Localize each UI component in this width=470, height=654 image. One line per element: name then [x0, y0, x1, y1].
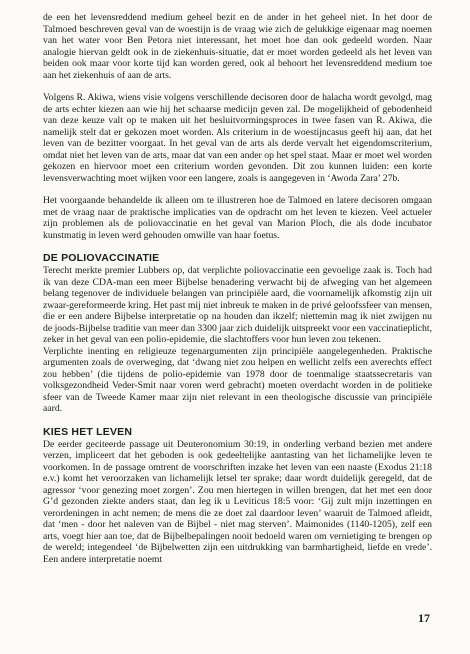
polio-paragraph-2: Verplichte inenting en religieuze tegenargumenten zijn principiële aangelegenheden. Praktische argumenten zoals de overweging, dat ‘dwang niet zou helpen en wellicht zelfs een averechts effect zou hebben’ (die tijdens de polio-epidemie van 1978 door de toenmalige staatssecretaris van volksgezondheid Veder-Smit naar voren werd gebracht) moeten overdacht worden in de politieke sfeer van de Tweede Kamer maar zijn niet relevant in een theologische discussie van principiële aard. — [43, 345, 432, 414]
polio-paragraph-1: Terecht merkte premier Lubbers op, dat verplichte poliovaccinatie een gevoelige zaak is. Toch had ik van deze CDA-man een meer Bijbelse benadering verwacht bij de afweging van het algemeen belang tegenover de individuele belangen van principiële aard, die voornamelijk afkomstig zijn uit zwaar-gereformeerde kring. Het past mij niet inbreuk te maken in de privé geloofssfeer van mensen, die er een andere Bijbelse interpretatie op na houden dan ikzelf; niettemin mag ik niet zwijgen nu de joods-Bijbelse traditie van meer dan 3300 jaar zich duidelijk uitspreekt voor een vaccinatieplicht, zeker in het geval van een polio-epidemie, die slachtoffers voor hun leven zou tekenen. — [43, 265, 432, 345]
intro-paragraph-3: Het voorgaande behandelde ik alleen om te illustreren hoe de Talmoed en latere decisoren omgaan met de vraag naar de praktische implicaties van de opdracht om het leven te kiezen. Veel actueler zijn problemen als de poliovaccinatie en het geval van Marion Ploch, die als dode incubator kunstmatig in leven werd gehouden omwille van haar foetus. — [43, 195, 432, 241]
section-heading-polio: DE POLIOVACCINATIE — [43, 252, 160, 264]
intro-paragraph-2: Volgens R. Akiwa, wiens visie volgens verschillende decisoren door de halacha wordt gevolgd, mag de arts echter kiezen aan wie hij het schaarse medicijn geven zal. De mogelijkheid of gebodenheid van deze keuze valt op te maken uit het besluitvormingsproces in twee fasen van R. Akiwa, die namelijk stelt dat er gekozen moet worden. Als criterium in de woestijncasus geeft hij aan, dat het leven van de bezitter voorgaat. In het geval van de arts als derde vervalt het eigendomscriterium, omdat niet het leven van de arts, maar dat van een ander op het spel staat. Maar er moet wel worden gekozen en hiervoor moet een criterium worden gevonden. Dit zou kunnen luiden: een korte levensverwachting moet wijken voor een langere, zoals is aangegeven in ‘Awoda Zara’ 27b. — [43, 92, 432, 184]
section-poliovaccinatie — [43, 252, 432, 415]
section-heading-leven: KIES HET LEVEN — [43, 425, 133, 438]
intro-paragraph-1: de een het levensreddend medium geheel bezit en de ander in het geheel niet. In het door de Talmoed beschreven geval van de woestijn is de vraag wie zich de gelukkige eigenaar mag noemen van het water voor Ben Petora niet interessant, het moet hoe dan ook gedeeld worden. Naar analogie hiervan geldt ook in de ziekenhuis-situatie, dat er moet worden gedeeld als het leven van beiden ook maar voor korte tijd kan worden gered, ook al behoort het levensreddend medium toe aan het ziekenhuis of aan de arts. — [43, 12, 432, 81]
page-number: 17 — [418, 611, 430, 625]
section-kies-het-leven — [43, 426, 432, 566]
leven-paragraph-1: De eerder geciteerde passage uit Deuteronomium 30:19, in onderling verband bezien met andere verzen, impliceert dat het geboden is ook gedeeltelijke aantasting van het lichamelijke leven te voorkomen. In de passage omtrent de voorschriften inzake het leven van een naaste (Exodus 21:18 e.v.) komt het veroorzaken van lichamelijk letsel ter sprake; daar wordt duidelijk geregeld, dat de agressor ‘voor genezing moet zorgen’. Zou men hiertegen in willen brengen, dat het met een door G’d gezonden ziekte anders staat, dan leg ik u Leviticus 18:5 voor: ‘Gij zult mijn inzettingen en verordeningen in acht nemen; de mens die ze doet zal daardoor leven’ waaruit de Talmoed afleidt, dat ‘men - door het naleven van de Bijbel - niet mag sterven’. Maimonides (1140-1205), zelf een arts, voegt hier aan toe, dat de Bijbelbepalingen nooit bedoeld waren om vernietiging te brengen op de wereld; integendeel ‘de Bijbelwetten zijn een uitdrukking van barmhartigheid, liefde en vrede’. Een andere interpretatie noemt — [43, 438, 432, 565]
